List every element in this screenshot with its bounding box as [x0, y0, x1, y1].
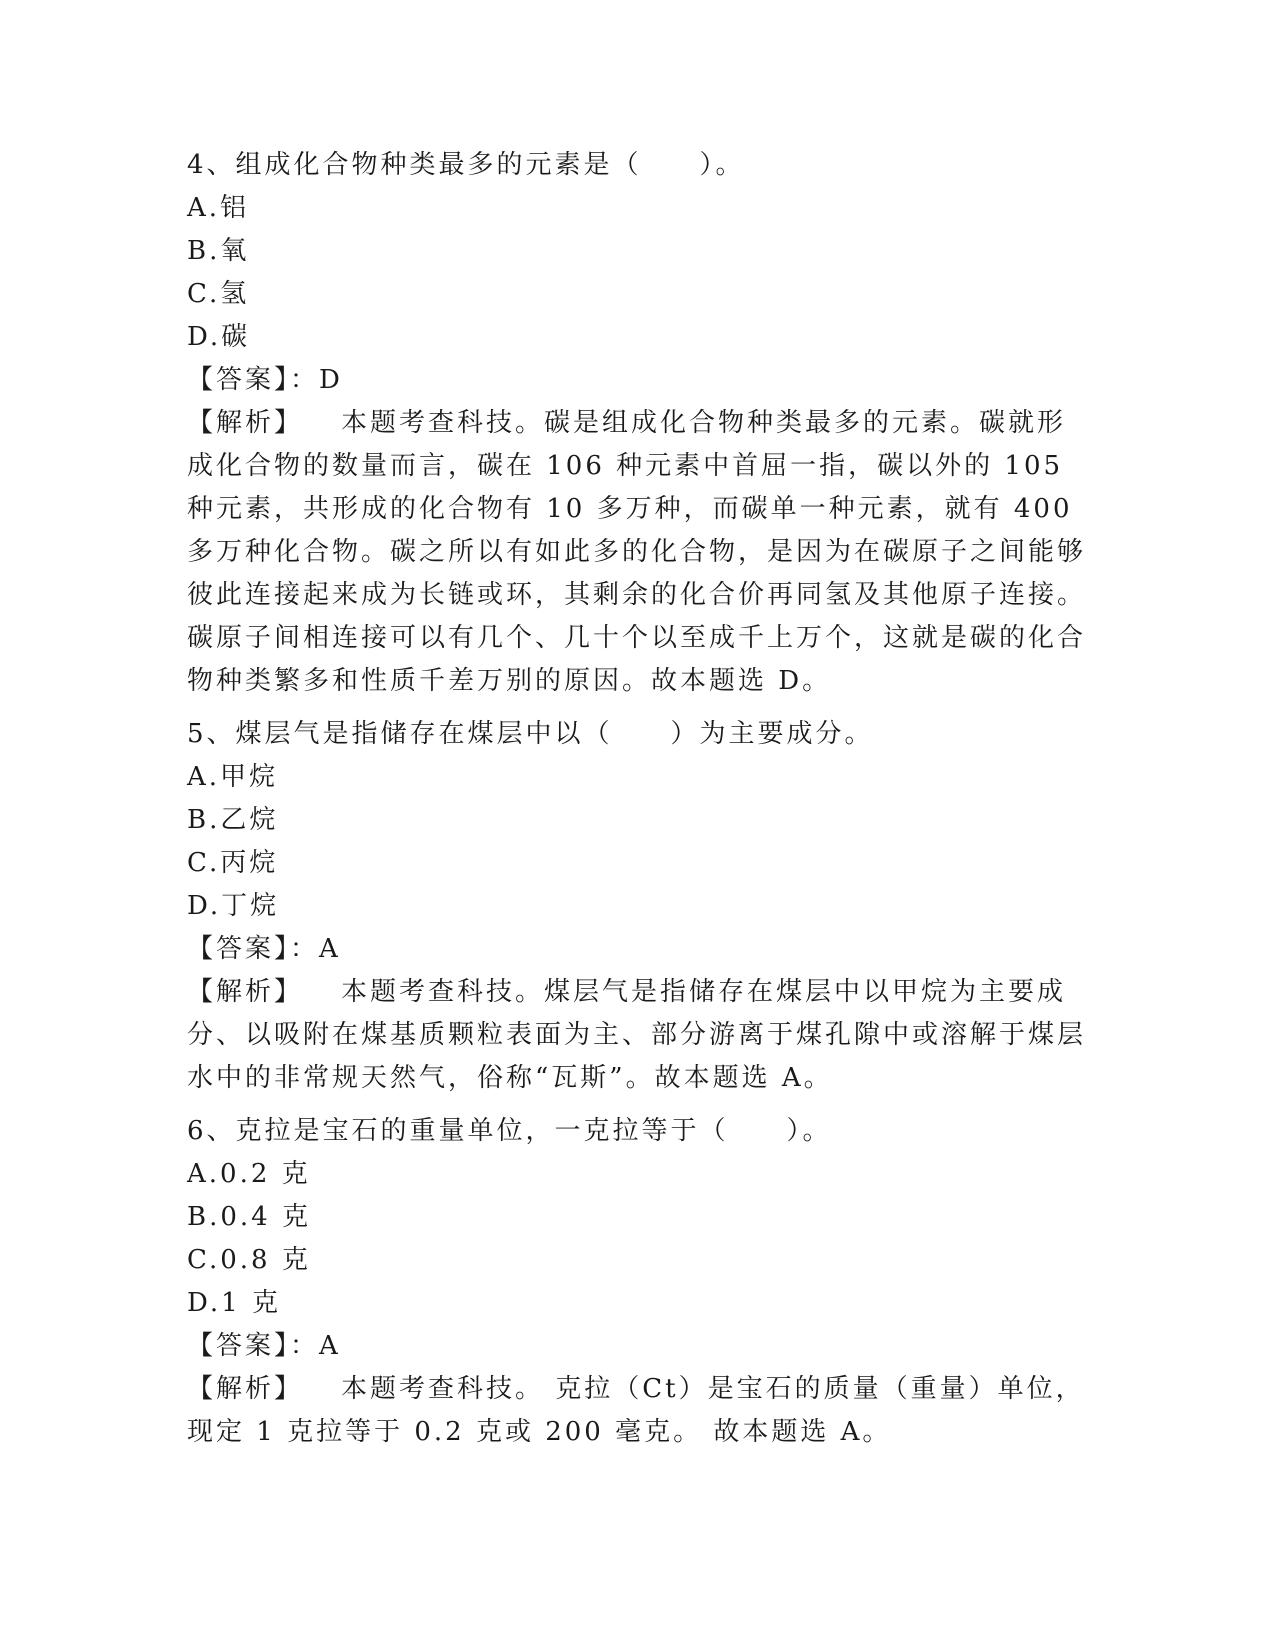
answer-label: 【答案】： — [187, 934, 320, 964]
option-d: D.碳 — [187, 322, 251, 352]
option-b: B.乙烷 — [187, 805, 279, 835]
analysis-text: 本题考查科技。煤层气是指储存在煤层中以甲烷为主要成分、以吸附在煤基质颗粒表面为主、部分游离于煤孔隙中或溶解于煤层水中的非常规天然气，俗称“瓦斯”。故本题选 A。 — [187, 977, 1087, 1093]
answer-value: D — [319, 365, 343, 395]
question-stem: 5、煤层气是指储存在煤层中以（ ）为主要成分。 — [187, 719, 874, 749]
answer-value: A — [319, 1331, 341, 1361]
answer-line — [187, 928, 1087, 971]
option-d: D.丁烷 — [187, 891, 280, 921]
answer-value: A — [319, 934, 341, 964]
question-block — [187, 144, 1087, 703]
answer-line — [187, 359, 1087, 402]
option-b: B.氧 — [187, 236, 250, 266]
option-b: B.0.4 克 — [187, 1202, 311, 1232]
option-a: A.甲烷 — [187, 762, 279, 792]
question-stem: 6、克拉是宝石的重量单位，一克拉等于（ ）。 — [187, 1116, 832, 1146]
option-a: A.0.2 克 — [187, 1159, 311, 1189]
answer-line — [187, 1325, 1087, 1368]
question-block — [187, 713, 1087, 1100]
option-a: A.铝 — [187, 193, 250, 223]
analysis-label: 【解析】 — [187, 1374, 304, 1404]
question-list — [187, 144, 1087, 1454]
analysis-paragraph — [187, 402, 1087, 703]
option-c: C.丙烷 — [187, 848, 279, 878]
analysis-paragraph — [187, 971, 1087, 1100]
analysis-paragraph — [187, 1368, 1087, 1454]
analysis-label: 【解析】 — [187, 408, 304, 438]
answer-label: 【答案】： — [187, 1331, 320, 1361]
analysis-text: 本题考查科技。碳是组成化合物种类最多的元素。碳就形成化合物的数量而言，碳在 106 种元素中首屈一指，碳以外的 105 种元素，共形成的化合物有 10 多万种，而碳单一种元素，就有 400 多万种化合物。碳之所以有如此多的化合物，是因为在碳原子之间能够彼此连接起来成为长链或环，其剩余的化合价再同氢及其他原子连接。碳原子间相连接可以有几个、几十个以至成千上万个，这就是碳的化合物种类繁多和性质千差万别的原因。故本题选 D。 — [187, 408, 1087, 696]
option-c: C.0.8 克 — [187, 1245, 311, 1275]
answer-label: 【答案】： — [187, 365, 320, 395]
question-block — [187, 1110, 1087, 1454]
analysis-text: 本题考查科技。 克拉（Ct）是宝石的质量（重量）单位，现定 1 克拉等于 0.2 克或 200 毫克。 故本题选 A。 — [187, 1374, 1085, 1447]
option-d: D.1 克 — [187, 1288, 281, 1318]
question-stem: 4、组成化合物种类最多的元素是（ ）。 — [187, 150, 745, 180]
option-c: C.氢 — [187, 279, 250, 309]
analysis-label: 【解析】 — [187, 977, 304, 1007]
